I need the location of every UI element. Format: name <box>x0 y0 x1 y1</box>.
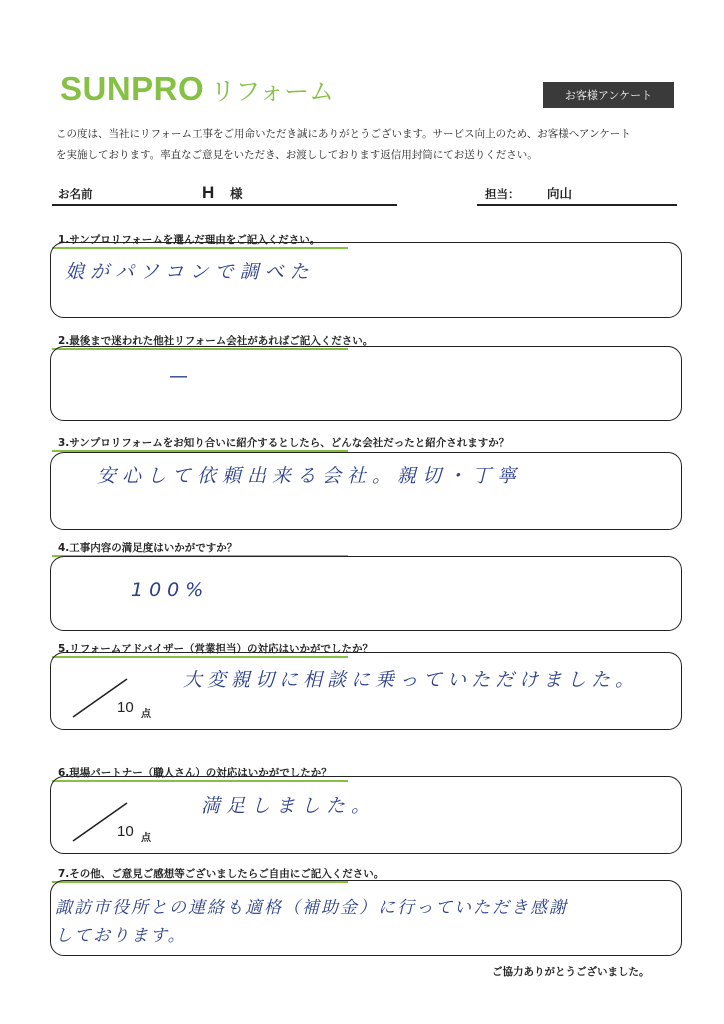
staff-row <box>477 176 677 206</box>
customer-name-row <box>52 176 397 206</box>
question-4-answer: 100% <box>131 579 210 601</box>
advisor-score-unit: 点 <box>141 709 151 720</box>
question-7-answer-line-1: 諏訪市役所との連絡も適格（補助金）に行っていただき感謝 <box>55 898 568 918</box>
question-2-title: 2.最後まで迷われた他社リフォーム会社があればご記入ください。 <box>58 335 374 347</box>
intro-line-2: を実施しております。率直なご意見をいただき、お渡ししております返信用封筒にてお送りください。 <box>56 149 538 161</box>
partner-score-unit: 点 <box>141 833 151 844</box>
question-4-title: 4.工事内容の満足度はいかがですか？ <box>58 542 238 554</box>
partner-score-value: 10 <box>117 823 134 840</box>
advisor-score-value: 10 <box>117 699 134 716</box>
question-3-answer: 安心して依頼出来る会社。親切・丁寧 <box>97 465 523 487</box>
logo-sub: リフォーム <box>210 77 334 106</box>
thanks-message: ご協力ありがとうございました。 <box>492 966 650 978</box>
survey-label: お客様アンケート <box>543 82 674 108</box>
question-1-title: 1.サンプロリフォームを選んだ理由をご記入ください。 <box>58 234 321 246</box>
question-4-answer-box <box>50 556 682 631</box>
question-7-answer-line-2: しております。 <box>55 926 187 946</box>
question-6-title: 6.現場パートナー（職人さん）の対応はいかがでしたか？ <box>58 767 332 779</box>
advisor-score <box>69 661 159 725</box>
sunpro-reform-logo <box>60 70 334 110</box>
question-7-title: 7.その他、ご意見ご感想等ございましたらご自由にご記入ください。 <box>58 868 385 880</box>
question-5-title: 5.リフォームアドバイザー（営業担当）の対応はいかがでしたか？ <box>58 643 374 655</box>
question-1-answer: 娘がパソコンで調べた <box>65 261 315 283</box>
question-2-answer: — <box>169 365 194 387</box>
question-6-answer: 満足しました。 <box>201 795 377 817</box>
question-5-answer: 大変親切に相談に乗っていただけました。 <box>183 669 640 691</box>
question-7-answer-box <box>50 880 682 956</box>
question-1-answer-box <box>50 242 682 318</box>
question-6-answer-box <box>50 776 682 854</box>
logo-brand: SUNPRO <box>60 70 205 107</box>
staff-label: 担当： <box>485 187 520 201</box>
question-3-title: 3.サンプロリフォームをお知り合いに紹介するとしたら、どんな会社だったと紹介されますか？ <box>58 437 510 449</box>
question-2-answer-box <box>50 346 682 421</box>
customer-name: H <box>202 183 215 202</box>
intro-text <box>56 124 686 166</box>
partner-score <box>69 785 159 849</box>
name-label: お名前 <box>58 187 93 201</box>
question-3-answer-box <box>50 452 682 530</box>
staff-name: 向山 <box>547 186 573 201</box>
question-5-answer-box <box>50 652 682 730</box>
intro-line-1: この度は、当社にリフォーム工事をご用命いただき誠にありがとうございます。サービス向上のため、お客様へアンケート <box>56 128 631 140</box>
name-suffix: 様 <box>230 186 243 201</box>
